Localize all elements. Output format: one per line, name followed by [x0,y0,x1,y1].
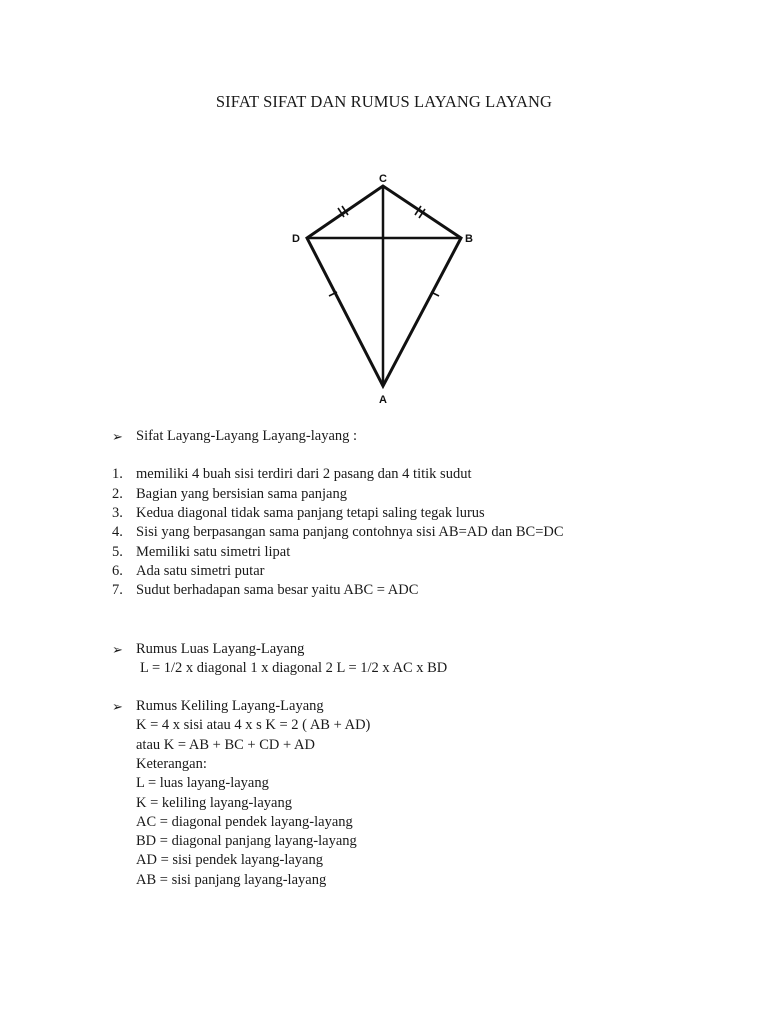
section-heading-sifat: Sifat Layang-Layang Layang-layang : [136,428,358,444]
list-item-number: 6. [112,563,123,579]
legend-heading: Keterangan: [136,756,207,772]
legend-item: BD = diagonal panjang layang-layang [136,833,357,849]
list-item: memiliki 4 buah sisi terdiri dari 2 pasang dan 4 titik sudut [136,466,472,482]
bullet-arrow-icon: ➢ [112,642,123,657]
list-item-number: 7. [112,582,123,598]
list-item: Memiliki satu simetri lipat [136,544,291,560]
vertex-label-d: D [292,233,300,245]
vertex-label-a: A [379,394,387,406]
list-item-number: 1. [112,466,123,482]
list-item-number: 2. [112,486,123,502]
list-item-number: 5. [112,544,123,560]
list-item: Sisi yang berpasangan sama panjang contohnya sisi AB=AD dan BC=DC [136,524,564,540]
list-item: Ada satu simetri putar [136,563,265,579]
list-item-number: 3. [112,505,123,521]
legend-item: AB = sisi panjang layang-layang [136,872,327,888]
page-title: SIFAT SIFAT DAN RUMUS LAYANG LAYANG [215,92,553,111]
legend-item: AD = sisi pendek layang-layang [136,852,323,868]
list-item: Sudut berhadapan sama besar yaitu ABC = ADC [136,582,419,598]
section-heading-keliling: Rumus Keliling Layang-Layang [136,698,324,714]
list-item-number: 4. [112,524,123,540]
vertex-label-c: C [379,173,387,185]
kite-diagram [255,152,511,414]
list-item: Bagian yang bersisian sama panjang [136,486,347,502]
list-item: Kedua diagonal tidak sama panjang tetapi saling tegak lurus [136,505,485,521]
legend-item: AC = diagonal pendek layang-layang [136,814,353,830]
perimeter-formula: K = 4 x sisi atau 4 x s K = 2 ( AB + AD) [136,717,371,733]
vertex-label-b: B [465,233,473,245]
legend-item: L = luas layang-layang [136,775,269,791]
area-formula: L = 1/2 x diagonal 1 x diagonal 2 L = 1/2 x AC x BD [140,660,448,676]
section-heading-luas: Rumus Luas Layang-Layang [136,641,305,657]
bullet-arrow-icon: ➢ [112,699,123,714]
perimeter-formula-alt: atau K = AB + BC + CD + AD [136,737,315,753]
legend-item: K = keliling layang-layang [136,795,292,811]
bullet-arrow-icon: ➢ [112,429,123,444]
